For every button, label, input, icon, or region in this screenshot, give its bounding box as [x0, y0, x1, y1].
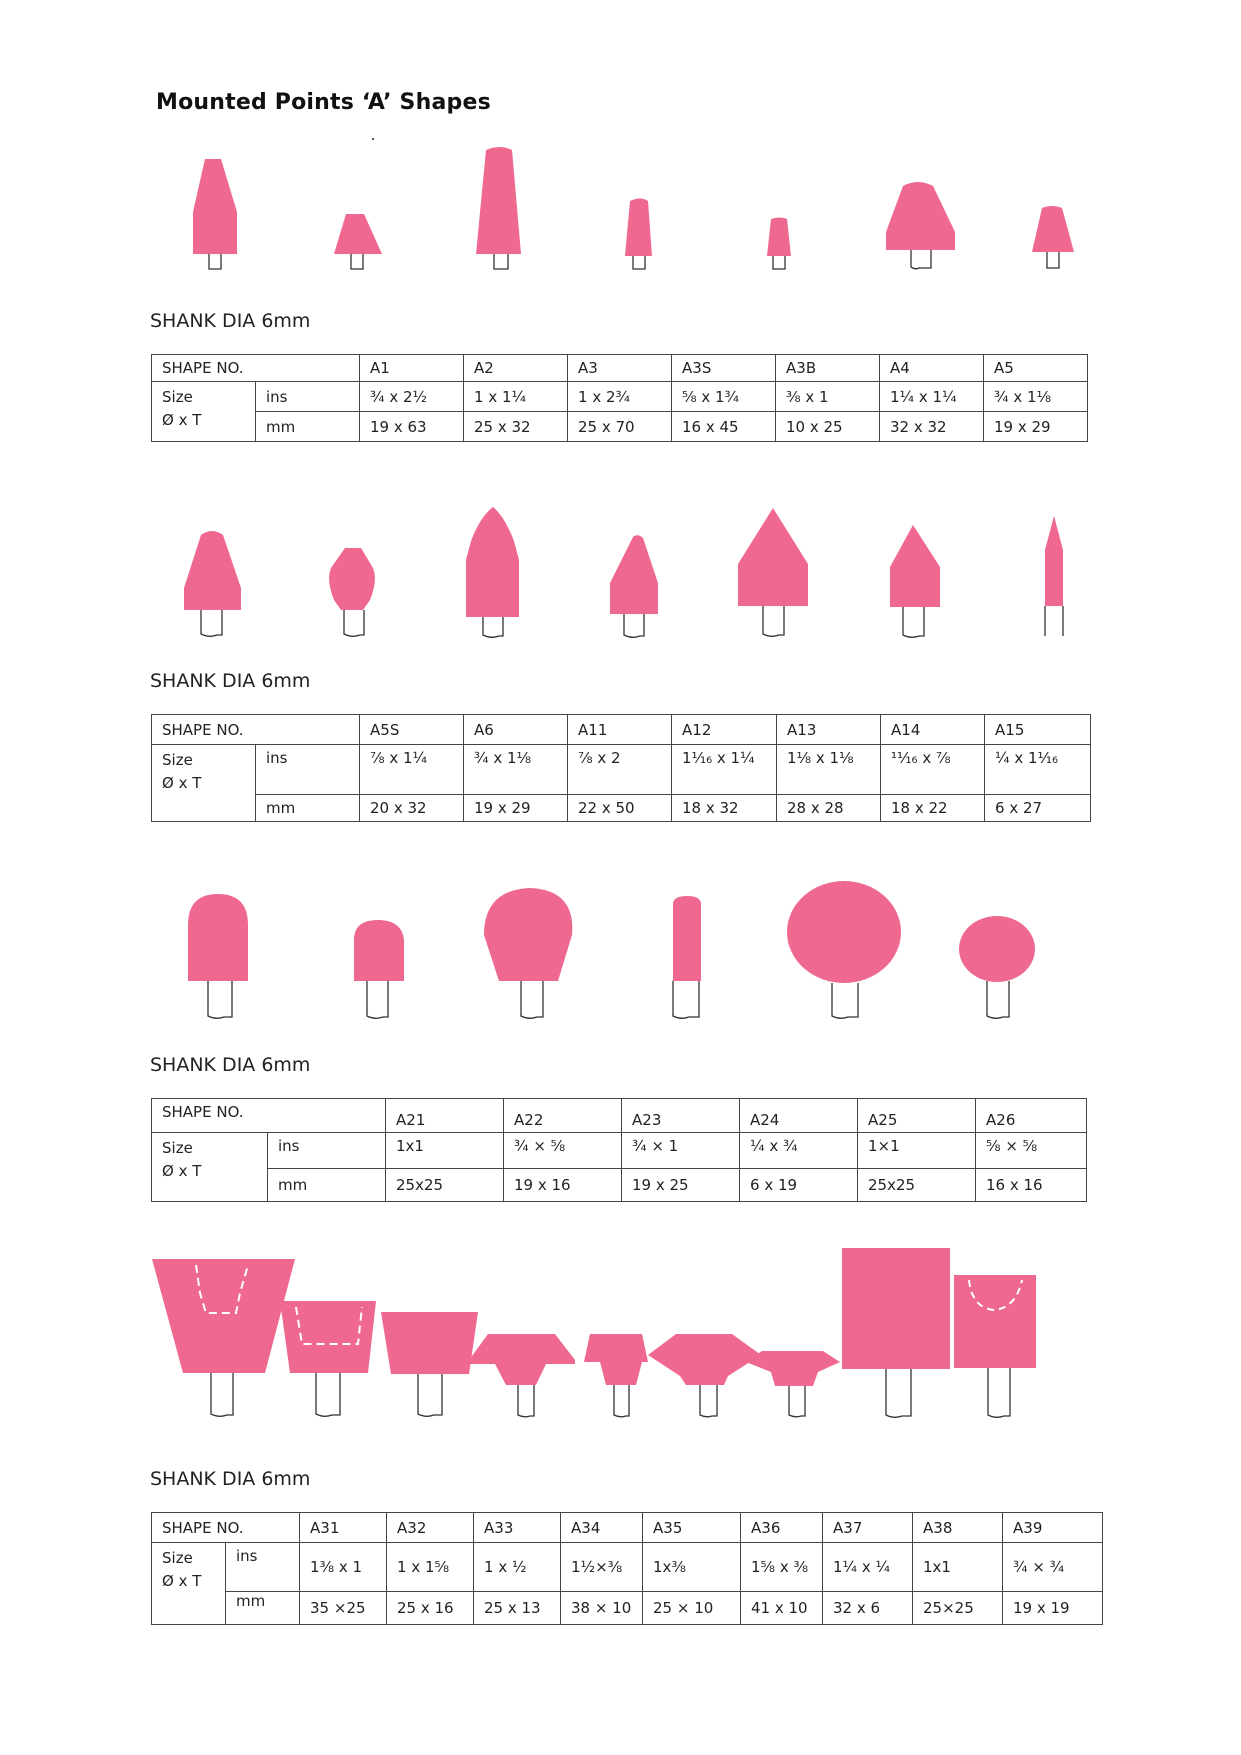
shape-no-cell: A25	[858, 1099, 976, 1133]
shape-a1-icon	[193, 159, 237, 254]
shape-no-cell: A15	[985, 715, 1091, 745]
shape-a37-icon	[746, 1351, 840, 1386]
shape-no-cell: A31	[300, 1513, 387, 1543]
dim-label: Ø x T	[162, 1572, 202, 1590]
mm-label: mm	[256, 412, 360, 442]
mm-label: mm	[226, 1592, 300, 1625]
shape-no-cell: A36	[741, 1513, 823, 1543]
shape-no-cell: A24	[740, 1099, 858, 1133]
mm-value: 25 x 32	[464, 412, 568, 442]
mm-value: 25 x 16	[387, 1592, 474, 1625]
shape-a38-icon	[842, 1248, 950, 1369]
mm-value: 22 x 50	[568, 795, 672, 822]
mm-row	[152, 1592, 1103, 1625]
shape-no-cell: A12	[672, 715, 777, 745]
ins-value: 1⅝ x ⅜	[741, 1543, 823, 1592]
shape-no-cell: A23	[622, 1099, 740, 1133]
shank-label-2: SHANK DIA 6mm	[150, 670, 311, 692]
shape-no-cell: A2	[464, 355, 568, 382]
ins-label: ins	[256, 382, 360, 412]
shape-no-cell: A35	[643, 1513, 741, 1543]
shape-a5-icon	[1032, 206, 1074, 252]
ins-value: 1 x 2¾	[568, 382, 672, 412]
shape-a36-icon	[648, 1334, 761, 1385]
mm-value: 16 x 16	[976, 1169, 1087, 1202]
shape-no-cell: A5	[984, 355, 1088, 382]
dim-label: Ø x T	[162, 774, 202, 792]
size-label: Size	[162, 1139, 193, 1157]
ins-value: ¾ x 2½	[360, 382, 464, 412]
shapes-row-3-illustration	[0, 880, 1241, 1020]
ins-value: 1¹⁄₁₆ x 1¼	[672, 745, 777, 795]
shank-label-4: SHANK DIA 6mm	[150, 1468, 311, 1490]
ins-value: ¼ x 1¹⁄₁₆	[985, 745, 1091, 795]
mm-value: 25 × 10	[643, 1592, 741, 1625]
shape-no-cell: A3	[568, 355, 672, 382]
shape-a22-icon	[354, 920, 404, 981]
mm-value: 25 x 70	[568, 412, 672, 442]
ins-value: 1 x ½	[474, 1543, 561, 1592]
shape-no-cell: A37	[823, 1513, 913, 1543]
ins-value: ⅞ x 2	[568, 745, 672, 795]
ins-row	[152, 1133, 1087, 1169]
shape-a11-icon	[466, 507, 519, 617]
shape-a4-icon	[886, 182, 955, 250]
ins-label: ins	[268, 1133, 386, 1169]
mm-label: mm	[256, 795, 360, 822]
ins-value: 1x⅜	[643, 1543, 741, 1592]
shapes-row-2-illustration	[0, 500, 1241, 645]
dim-label: Ø x T	[162, 1162, 202, 1180]
size-label: Size	[162, 1549, 193, 1567]
shank-label-1: SHANK DIA 6mm	[150, 310, 311, 332]
shape-a26-icon	[959, 916, 1035, 982]
shape-no-cell: A6	[464, 715, 568, 745]
mm-value: 6 x 27	[985, 795, 1091, 822]
mm-value: 18 x 32	[672, 795, 777, 822]
header-row	[152, 715, 1091, 745]
mm-value: 19 x 63	[360, 412, 464, 442]
shape-no-cell: A33	[474, 1513, 561, 1543]
shape-no-cell: A21	[386, 1099, 504, 1133]
mm-value: 25x25	[858, 1169, 976, 1202]
shape-no-cell: A22	[504, 1099, 622, 1133]
mm-value: 41 x 10	[741, 1592, 823, 1625]
mm-value: 32 x 6	[823, 1592, 913, 1625]
mm-value: 18 x 22	[881, 795, 985, 822]
shape-a31-icon	[152, 1259, 295, 1373]
shape-a32-icon	[280, 1301, 376, 1373]
header-row	[152, 1513, 1103, 1543]
shapes-row-1-illustration	[0, 140, 1241, 280]
ins-value: ¹¹⁄₁₆ x ⅞	[881, 745, 985, 795]
ins-value: ¾ x 1⅛	[464, 745, 568, 795]
shape-no-cell: A4	[880, 355, 984, 382]
ins-value: ¾ × 1	[622, 1133, 740, 1169]
ins-value: ¾ × ⅝	[504, 1133, 622, 1169]
shape-a3-icon	[476, 147, 521, 254]
ins-label: ins	[226, 1543, 300, 1592]
shape-a15-icon	[1045, 516, 1063, 606]
ins-value: 1½×⅜	[561, 1543, 643, 1592]
shape-no-cell: A1	[360, 355, 464, 382]
mm-value: 28 x 28	[777, 795, 881, 822]
ins-value: 1x1	[913, 1543, 1003, 1592]
mm-value: 10 x 25	[776, 412, 880, 442]
ins-value: 1×1	[858, 1133, 976, 1169]
size-label: Size	[162, 751, 193, 769]
mm-value: 19 x 16	[504, 1169, 622, 1202]
shape-a5s-icon	[184, 531, 241, 610]
mm-row	[152, 1169, 1087, 1202]
mm-value: 20 x 32	[360, 795, 464, 822]
header-row	[152, 355, 1088, 382]
mm-value: 25 x 13	[474, 1592, 561, 1625]
mm-row	[152, 412, 1088, 442]
ins-value: ⅝ × ⅝	[976, 1133, 1087, 1169]
ins-value: ¾ × ¾	[1003, 1543, 1103, 1592]
ins-value: ⅞ x 1¼	[360, 745, 464, 795]
shank-label-3: SHANK DIA 6mm	[150, 1054, 311, 1076]
spec-table-2	[151, 714, 1091, 822]
shape-a3b-icon	[767, 218, 791, 257]
shape-a24-icon	[673, 896, 701, 981]
ins-row	[152, 745, 1091, 795]
mm-row	[152, 795, 1091, 822]
size-label-cell	[152, 1543, 226, 1625]
shape-no-cell: A11	[568, 715, 672, 745]
ins-value: 1¼ x 1¼	[880, 382, 984, 412]
shape-no-cell: A3B	[776, 355, 880, 382]
shape-no-header: SHAPE NO.	[152, 1513, 300, 1543]
ins-label: ins	[256, 745, 360, 795]
shape-a35-icon	[584, 1334, 648, 1385]
ins-value: 1x1	[386, 1133, 504, 1169]
ins-value: 1⅛ x 1⅛	[777, 745, 881, 795]
shape-no-cell: A32	[387, 1513, 474, 1543]
shape-no-header: SHAPE NO.	[152, 1099, 386, 1133]
spec-table-3	[151, 1098, 1087, 1202]
shape-no-header: SHAPE NO.	[152, 355, 360, 382]
ins-value: ⅜ x 1	[776, 382, 880, 412]
mm-value: 25×25	[913, 1592, 1003, 1625]
mm-value: 38 × 10	[561, 1592, 643, 1625]
ins-value: 1⅜ x 1	[300, 1543, 387, 1592]
mm-value: 19 x 25	[622, 1169, 740, 1202]
shape-no-cell: A5S	[360, 715, 464, 745]
size-label-cell	[152, 382, 256, 442]
dim-label: Ø x T	[162, 411, 202, 429]
shapes-row-4-illustration	[0, 1245, 1241, 1420]
shape-a2-icon	[334, 214, 382, 254]
shape-a3s-icon	[625, 199, 652, 257]
mm-value: 16 x 45	[672, 412, 776, 442]
shape-no-cell: A3S	[672, 355, 776, 382]
shape-a25-icon	[787, 881, 901, 983]
mm-value: 35 ×25	[300, 1592, 387, 1625]
shape-no-cell: A38	[913, 1513, 1003, 1543]
shape-no-cell: A14	[881, 715, 985, 745]
shape-a13-icon	[738, 508, 808, 606]
ins-value: ⅝ x 1¾	[672, 382, 776, 412]
shape-a39-icon	[954, 1275, 1036, 1368]
shape-no-cell: A13	[777, 715, 881, 745]
ins-value: ¼ x ¾	[740, 1133, 858, 1169]
ins-value: 1¼ x ¼	[823, 1543, 913, 1592]
shape-a14-icon	[890, 525, 940, 607]
shape-a6-icon	[329, 548, 375, 610]
size-label-cell	[152, 745, 256, 822]
page-title: Mounted Points ‘A’ Shapes	[156, 90, 491, 115]
ins-row	[152, 1543, 1103, 1592]
spec-table-1	[151, 354, 1088, 442]
shape-a12-icon	[610, 535, 658, 614]
shape-a21-icon	[188, 894, 248, 981]
mm-value: 19 x 29	[464, 795, 568, 822]
shape-a33-icon	[381, 1312, 478, 1374]
mm-value: 32 x 32	[880, 412, 984, 442]
shape-a23-icon	[484, 888, 572, 981]
shape-a34-icon	[469, 1334, 575, 1385]
ins-row	[152, 382, 1088, 412]
mm-value: 25x25	[386, 1169, 504, 1202]
mm-value: 19 x 29	[984, 412, 1088, 442]
ins-value: ¾ x 1⅛	[984, 382, 1088, 412]
mm-value: 19 x 19	[1003, 1592, 1103, 1625]
spec-table-4	[151, 1512, 1103, 1625]
mm-label: mm	[268, 1169, 386, 1202]
shape-no-header: SHAPE NO.	[152, 715, 360, 745]
header-row	[152, 1099, 1087, 1133]
size-label: Size	[162, 388, 193, 406]
mm-value: 6 x 19	[740, 1169, 858, 1202]
ins-value: 1 x 1⅝	[387, 1543, 474, 1592]
shape-no-cell: A39	[1003, 1513, 1103, 1543]
shape-no-cell: A26	[976, 1099, 1087, 1133]
size-label-cell	[152, 1133, 268, 1202]
ins-value: 1 x 1¼	[464, 382, 568, 412]
shape-no-cell: A34	[561, 1513, 643, 1543]
